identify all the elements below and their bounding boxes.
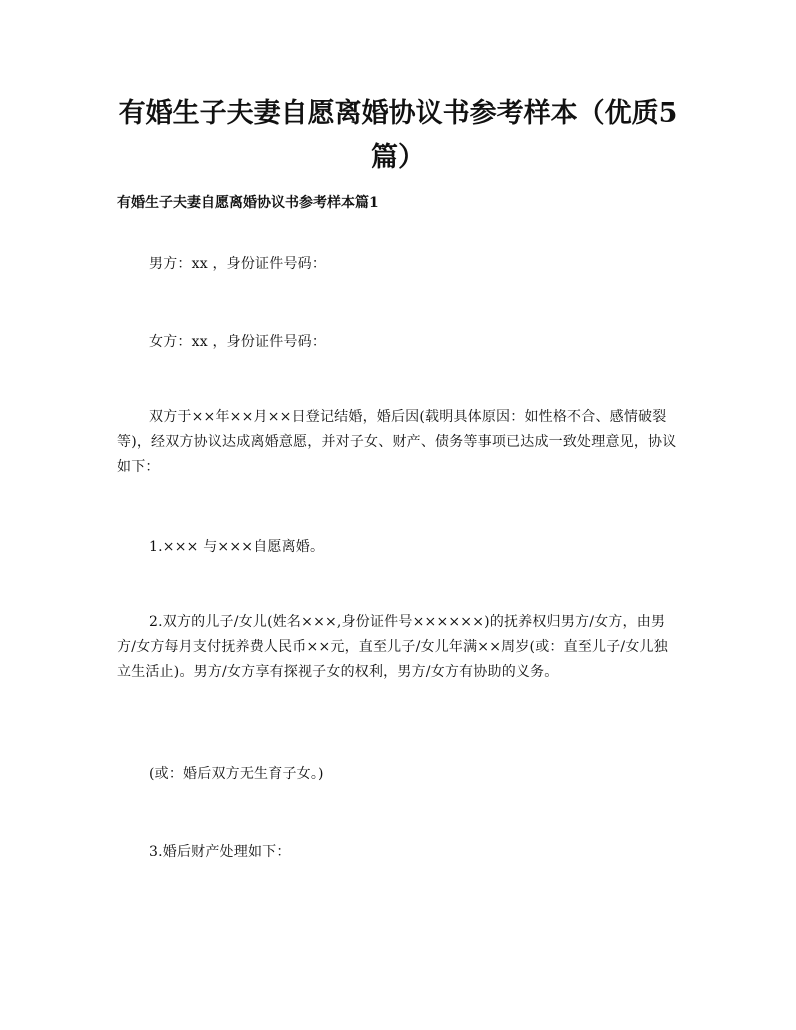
section-heading: 有婚生子夫妻自愿离婚协议书参考样本篇1 xyxy=(117,195,379,211)
paragraph-item-1: 1.××× 与×××自愿离婚。 xyxy=(149,539,325,555)
document-title: 有婚生子夫妻自愿离婚协议书参考样本（优质5篇） xyxy=(118,98,678,173)
paragraph-intro: 双方于××年××月××日登记结婚，婚后因(载明具体原因：如性格不合、感情破裂等)，经双方协议达成离婚意愿，并对子女、财产、债务等事项已达成一致处理意见，协议如下： xyxy=(117,409,677,475)
paragraph-man-info: 男方：xx ，身份证件号码： xyxy=(149,256,327,272)
paragraph-item-2: 2.双方的儿子/女儿(姓名×××,身份证件号××××××)的抚养权归男方/女方，由男方/女方每月支付抚养费人民币××元，直至儿子/女儿年满××周岁(或：直至儿子/女儿独立生活止)。男方/女方享有探视子女的权利，男方/女方有协助的义务。 xyxy=(117,614,668,680)
paragraph-item-3: 3.婚后财产处理如下： xyxy=(149,844,291,860)
paragraph-or-note: (或：婚后双方无生育子女。) xyxy=(149,766,324,782)
paragraph-woman-info: 女方：xx ，身份证件号码： xyxy=(149,334,327,350)
